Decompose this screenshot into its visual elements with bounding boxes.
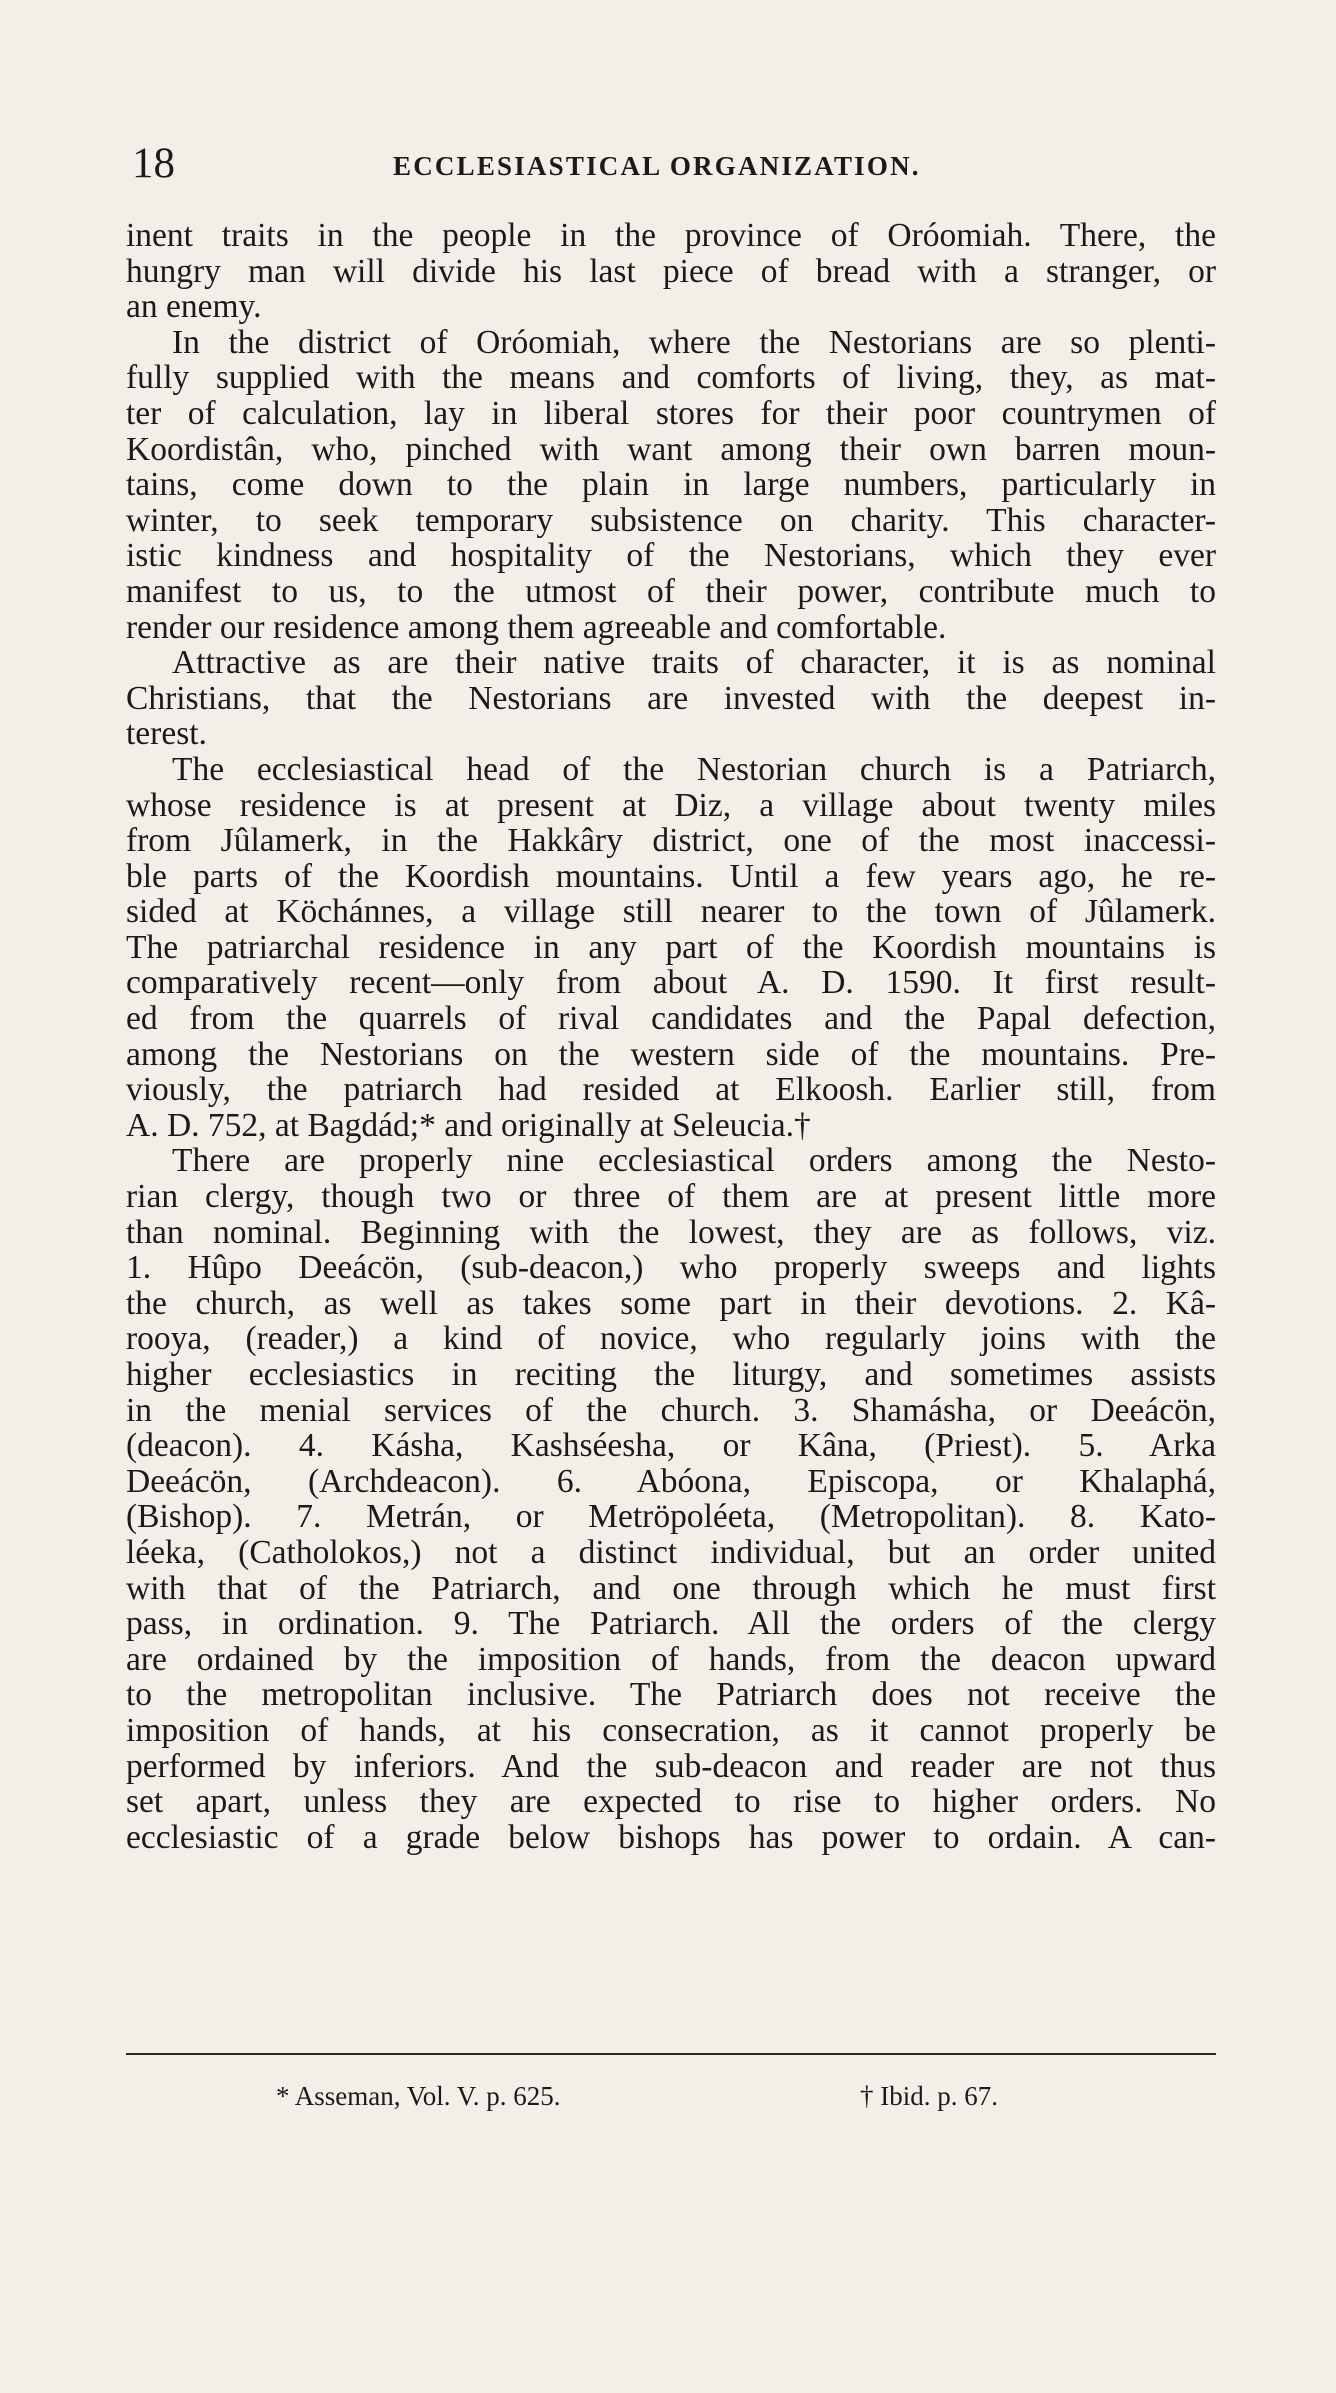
- text-line: ecclesiastic of a grade below bishops has power to ordain. A can-: [126, 1818, 1216, 1856]
- text-line: léeka, (Catholokos,) not a distinct individual, but an order united: [126, 1533, 1216, 1571]
- text-line: an enemy.: [126, 288, 262, 326]
- text-line: ter of calculation, lay in liberal stores for their poor countrymen of: [126, 394, 1216, 432]
- text-line: Koordistân, who, pinched with want among their own barren moun-: [126, 430, 1216, 468]
- text-line: render our residence among them agreeable and comfortable.: [126, 608, 947, 646]
- footnotes: [126, 2078, 1216, 2118]
- footnote-ibid: † Ibid. p. 67.: [860, 2081, 998, 2111]
- text-line: rooya, (reader,) a kind of novice, who regularly joins with the: [126, 1320, 1216, 1358]
- text-line: There are properly nine ecclesiastical orders among the Nesto-: [172, 1142, 1216, 1180]
- page-number: 18: [132, 140, 175, 187]
- text-line: Christians, that the Nestorians are invested with the deepest in-: [126, 679, 1216, 717]
- text-line: 1. Hûpo Deeácön, (sub-deacon,) who properly sweeps and lights: [126, 1249, 1216, 1287]
- text-line: (Bishop). 7. Metrán, or Metröpoléeta, (Metropolitan). 8. Kato-: [126, 1498, 1216, 1536]
- text-line: from Jûlamerk, in the Hakkâry district, one of the most inaccessi-: [126, 822, 1216, 860]
- text-line: hungry man will divide his last piece of bread with a stranger, or: [126, 252, 1216, 290]
- text-line: with that of the Patriarch, and one through which he must first: [126, 1569, 1216, 1607]
- text-line: set apart, unless they are expected to rise to higher orders. No: [126, 1783, 1216, 1821]
- text-line: The ecclesiastical head of the Nestorian church is a Patriarch,: [172, 750, 1216, 788]
- body-text: [126, 218, 1216, 1855]
- text-line: comparatively recent—only from about A. D. 1590. It first result-: [126, 964, 1216, 1002]
- text-line: are ordained by the imposition of hands, from the deacon upward: [126, 1640, 1216, 1678]
- text-line: than nominal. Beginning with the lowest, they are as follows, viz.: [126, 1213, 1216, 1251]
- text-line: performed by inferiors. And the sub-deacon and reader are not thus: [126, 1747, 1216, 1785]
- footnote-asseman: * Asseman, Vol. V. p. 625.: [276, 2081, 561, 2111]
- text-line: fully supplied with the means and comforts of living, they, as mat-: [126, 359, 1216, 397]
- running-head: [128, 136, 1228, 192]
- text-line: whose residence is at present at Diz, a village about twenty miles: [126, 786, 1216, 824]
- text-line: manifest to us, to the utmost of their power, contribute much to: [126, 572, 1216, 610]
- text-line: istic kindness and hospitality of the Nestorians, which they ever: [126, 537, 1216, 575]
- text-line: The patriarchal residence in any part of the Koordish mountains is: [126, 928, 1216, 966]
- text-line: tains, come down to the plain in large numbers, particularly in: [126, 466, 1216, 504]
- text-line: In the district of Oróomiah, where the Nestorians are so plenti-: [172, 323, 1216, 361]
- text-line: (deacon). 4. Kásha, Kashséesha, or Kâna, (Priest). 5. Arka: [126, 1427, 1216, 1465]
- text-line: sided at Köchánnes, a village still nearer to the town of Jûlamerk.: [126, 893, 1216, 931]
- text-line: Attractive as are their native traits of character, it is as nominal: [172, 644, 1216, 682]
- text-line: terest.: [126, 715, 207, 753]
- text-line: inent traits in the people in the province of Oróomiah. There, the: [126, 217, 1216, 254]
- text-line: pass, in ordination. 9. The Patriarch. All the orders of the clergy: [126, 1605, 1216, 1643]
- text-line: among the Nestorians on the western side of the mountains. Pre-: [126, 1035, 1216, 1073]
- text-line: A. D. 752, at Bagdád;* and originally at Seleucia.†: [126, 1106, 811, 1144]
- running-title: ECCLESIASTICAL ORGANIZATION.: [393, 151, 921, 181]
- text-line: the church, as well as takes some part in their devotions. 2. Kâ-: [126, 1284, 1216, 1322]
- text-line: rian clergy, though two or three of them are at present little more: [126, 1178, 1216, 1216]
- text-line: in the menial services of the church. 3. Shamásha, or Deeácön,: [126, 1391, 1216, 1429]
- text-line: to the metropolitan inclusive. The Patriarch does not receive the: [126, 1676, 1216, 1714]
- text-line: higher ecclesiastics in reciting the liturgy, and sometimes assists: [126, 1356, 1216, 1393]
- text-line: ble parts of the Koordish mountains. Until a few years ago, he re-: [126, 857, 1216, 895]
- text-line: viously, the patriarch had resided at Elkoosh. Earlier still, from: [126, 1071, 1216, 1109]
- text-line: imposition of hands, at his consecration, as it cannot properly be: [126, 1711, 1216, 1749]
- text-line: winter, to seek temporary subsistence on charity. This character-: [126, 501, 1216, 539]
- text-line: Deeácön, (Archdeacon). 6. Abóona, Episcopa, or Khalaphá,: [126, 1462, 1216, 1500]
- text-line: ed from the quarrels of rival candidates and the Papal defection,: [126, 1000, 1216, 1038]
- footnote-divider: [126, 2053, 1216, 2055]
